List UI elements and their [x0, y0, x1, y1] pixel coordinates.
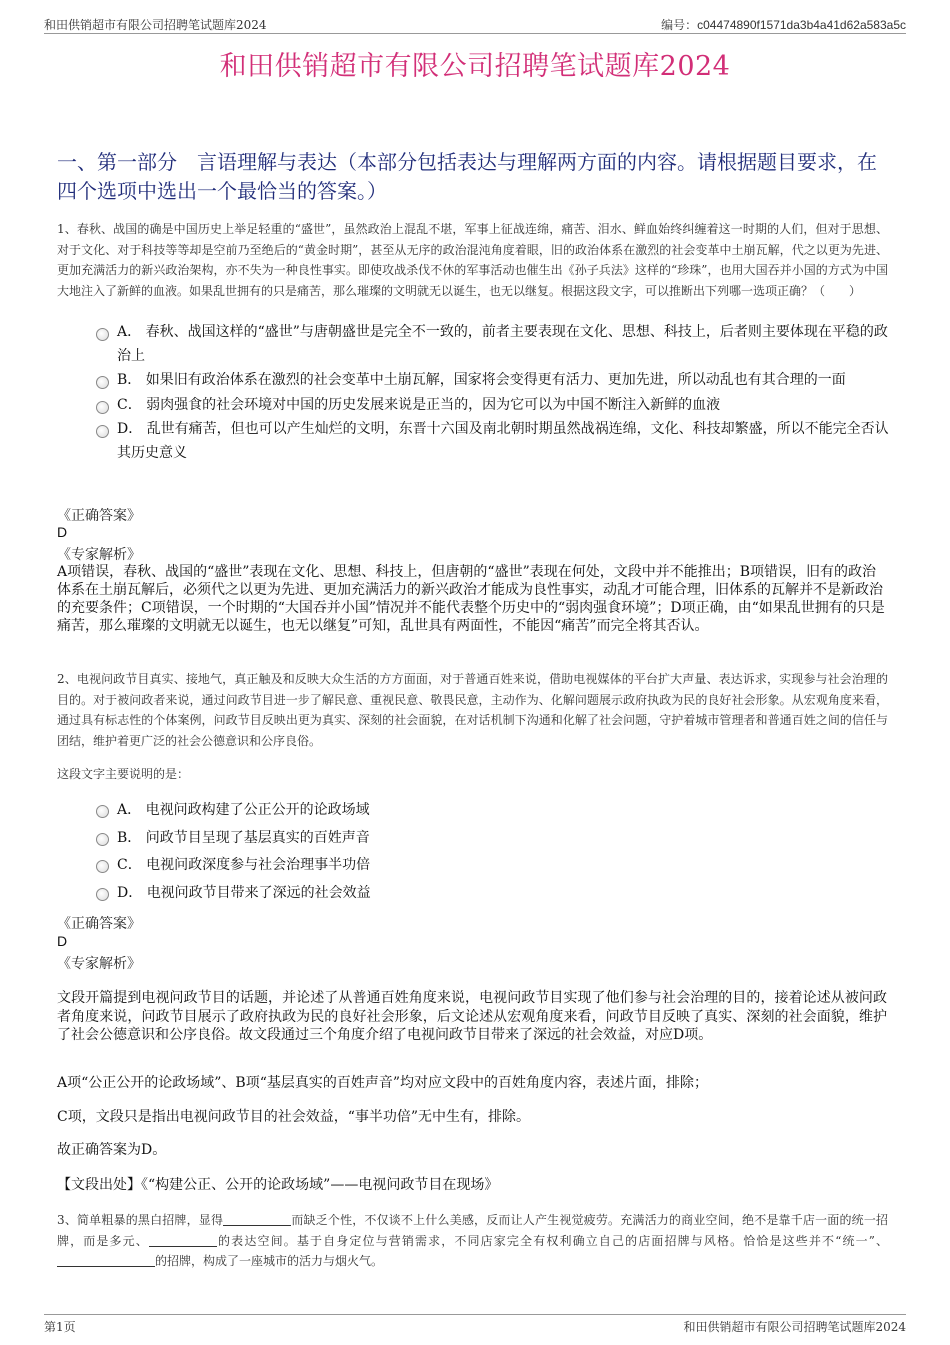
question-3-seg3: 的表达空间。基于自身定位与营销需求，不同店家完全有权利确立自己的店面招牌与风格。恰恰是这些并不“统一”、 — [216, 1233, 888, 1248]
option-text: 如果旧有政治体系在激烈的社会变革中土崩瓦解，国家将会变得更有活力、更加先进，所以动乱也有其合理的一面 — [145, 372, 846, 388]
question-2-analysis-p4: 故正确答案为D。 — [57, 1142, 167, 1158]
option-text: 春秋、战国这样的“盛世”与唐朝盛世是完全不一致的，前者主要表现在文化、思想、科技上，后者则主要体现在平稳的政治上 — [117, 324, 888, 364]
option-text: 问政节目呈现了基层真实的百姓声音 — [145, 829, 370, 846]
option-text: 电视问政节目带来了深远的社会效益 — [146, 884, 371, 901]
question-1-analysis-label: 《专家解析》 — [57, 547, 141, 563]
question-3-blank-2[interactable] — [149, 1235, 217, 1247]
radio-icon[interactable] — [96, 376, 109, 389]
radio-icon[interactable] — [96, 401, 109, 414]
header-serial-label: 编号： — [661, 18, 698, 32]
footer-page-number: 第1页 — [44, 1320, 76, 1334]
question-1-answer-label: 《正确答案》 — [57, 508, 141, 524]
question-2-option-b[interactable] — [95, 825, 890, 853]
radio-icon[interactable] — [96, 860, 109, 873]
question-2-answer: D — [57, 933, 68, 949]
question-1-stem: 1、春秋、战国的确是中国历史上举足轻重的“盛世”，虽然政治上混乱不堪，军事上征战连绵，痛苦、泪水、鲜血始终纠缠着这一时期的人们，但对于思想、对于文化、对于科技等等却是空前乃至绝后的“黄金时期”，甚至从无序的政治混沌角度着眼，旧的政治体系在激烈的社会变革中土崩瓦解，代之以更为先进、更加充满活力的新兴政治架构，亦不失为一种良性事实。即使攻战杀伐不休的军事活动也催生出《孙子兵法》这样的“珍珠”，也用大国吞并小国的方式为中国大地注入了新鲜的血液。如果乱世拥有的只是痛苦，那么璀璨的文明就无以诞生，也无以继复。根据这段文字，可以推断出下列哪一选项正确？（ ） — [57, 222, 888, 298]
question-3-seg4: 的招牌，构成了一座城市的活力与烟火气。 — [155, 1254, 384, 1268]
option-label: D． — [117, 884, 143, 901]
section-heading: 一、第一部分 言语理解与表达（本部分包括表达与理解两方面的内容。请根据题目要求，在四个选项中选出一个最恰当的答案。） — [57, 150, 877, 203]
question-2-prompt: 这段文字主要说明的是： — [57, 767, 190, 781]
question-2-option-a[interactable] — [95, 797, 890, 825]
option-text: 电视问政深度参与社会治理事半功倍 — [146, 857, 371, 873]
question-2-analysis-p1: 文段开篇提到电视问政节目的话题，并论述了从普通百姓角度来说，电视问政节目实现了他们参与社会治理的目的，接着论述从被问政者角度来说，问政节目展示了政府执政为民的良好社会形象，后文论述从宏观角度来看，问政节目反映了真实、深刻的社会面貌，维护了社会公德意识和公序良俗。故文段通过三个角度介绍了电视问政节目带来了深远的社会效益，对应D项。 — [57, 990, 887, 1043]
page-footer — [44, 1314, 906, 1334]
option-text: 电视问政构建了公正公开的论政场域 — [145, 802, 370, 818]
question-3-blank-1[interactable] — [223, 1214, 291, 1226]
option-label: A． — [117, 324, 142, 340]
question-3-blank-3[interactable] — [57, 1255, 155, 1267]
question-1-options — [95, 321, 890, 465]
question-1-option-b[interactable] — [95, 369, 890, 393]
question-2-source: 【文段出处】《“构建公正、公开的论政场域”——电视问政节目在现场》 — [57, 1177, 499, 1193]
option-text: 乱世有痛苦，但也可以产生灿烂的文明，东晋十六国及南北朝时期虽然战祸连绵，文化、科技却繁盛，所以不能完全否认其历史意义 — [117, 421, 889, 461]
option-label: A． — [117, 802, 142, 818]
radio-icon[interactable] — [96, 328, 109, 341]
header-serial — [661, 16, 906, 33]
question-1-analysis: A项错误，春秋、战国的“盛世”表现在文化、思想、科技上，但唐朝的“盛世”表现在何处，文段中并不能推出；B项错误，旧有的政治体系在土崩瓦解后，必须代之以更为先进、更加充满活力的新兴政治才能成为良性事实，动乱才可能合理，旧体系的瓦解并不是新政治的充要条件；C项错误，一个时期的“大国吞并小国”情况并不能代表整个历史中的“弱肉强食环境”；D项正确，由“如果乱世拥有的只是痛苦，那么璀璨的文明就无以诞生，也无以继复”可知，乱世具有两面性，不能因“痛苦”而完全将其否认。 — [57, 564, 885, 634]
question-1-answer: D — [57, 524, 68, 540]
radio-icon[interactable] — [96, 833, 109, 846]
question-2-analysis-p2: A项“公正公开的论政场域”、B项“基层真实的百姓声音”均对应文段中的百姓角度内容，表述片面，排除； — [57, 1075, 709, 1091]
question-2-options — [95, 797, 890, 907]
question-2-answer-label: 《正确答案》 — [57, 916, 141, 932]
option-label: C． — [117, 857, 142, 873]
question-2-analysis-p3: C项，文段只是指出电视问政节目的社会效益，“事半功倍”无中生有，排除。 — [57, 1109, 531, 1125]
radio-icon[interactable] — [96, 425, 109, 438]
option-label: D． — [117, 421, 143, 437]
option-label: B． — [117, 372, 142, 388]
question-2-option-d[interactable] — [95, 880, 890, 908]
question-2-stem: 2、电视问政节目真实、接地气，真正触及和反映大众生活的方方面面，对于普通百姓来说，借助电视媒体的平台扩大声量、表达诉求，实现参与社会治理的目的。对于被问政者来说，通过问政节目进一步了解民意、重视民意、敬畏民意，主动作为、化解问题展示政府执政为民的良好社会形象。从宏观角度来看，通过具有标志性的个体案例，问政节目反映出更为真实、深刻的社会面貌，在对话机制下沟通和化解了社会问题，守护着城市管理者和普通百姓之间的信任与团结，维护着更广泛的社会公德意识和公序良俗。 — [57, 672, 888, 748]
radio-icon[interactable] — [96, 805, 109, 818]
question-3-seg2: 而缺乏个性，不仅谈不上什么美感，反而让人产生视觉疲劳。充满活力的商业空间，绝不是靠千店一面的统一招牌，而是多元、 — [57, 1213, 888, 1248]
header-doc-name: 和田供销超市有限公司招聘笔试题库2024 — [44, 18, 267, 32]
question-1-option-d[interactable] — [95, 418, 890, 465]
question-3-stem — [57, 1210, 888, 1272]
option-label: C． — [117, 396, 142, 413]
question-3-seg1: 3、简单粗暴的黑白招牌，显得 — [57, 1213, 224, 1227]
question-1-option-c[interactable] — [95, 394, 890, 418]
radio-icon[interactable] — [96, 888, 109, 901]
option-label: B． — [117, 829, 142, 846]
footer-doc-name: 和田供销超市有限公司招聘笔试题库2024 — [683, 1320, 906, 1334]
option-text: 弱肉强食的社会环境对中国的历史发展来说是正当的，因为它可以为中国不断注入新鲜的血液 — [146, 396, 721, 413]
page-header — [44, 14, 906, 34]
question-2-option-c[interactable] — [95, 852, 890, 880]
question-1-option-a[interactable] — [95, 321, 890, 368]
question-2-analysis-label: 《专家解析》 — [57, 956, 141, 972]
header-serial-code: c04474890f1571da3b4a41d62a583a5c — [697, 18, 906, 32]
document-title: 和田供销超市有限公司招聘笔试题库2024 — [219, 51, 731, 82]
